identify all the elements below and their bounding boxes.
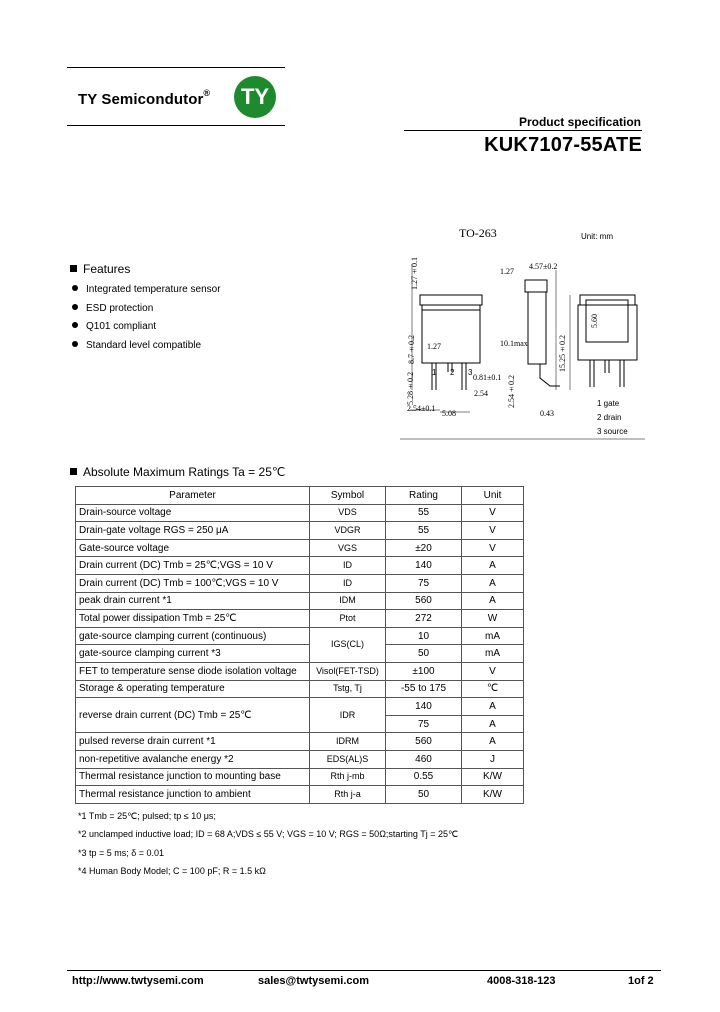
table-row — [76, 504, 524, 522]
symbol-cell: Rth j-a — [310, 786, 386, 804]
list-item: ESD protection — [72, 302, 221, 321]
unit-cell: J — [462, 750, 524, 768]
brand-name: TY Semicondutor® — [78, 88, 211, 108]
section-bullet-icon — [70, 265, 77, 272]
pin-number: 1 — [432, 368, 437, 377]
pin-legend — [597, 397, 628, 439]
front-body — [422, 305, 480, 363]
table-row — [76, 574, 524, 592]
column-header: Symbol — [310, 487, 386, 505]
param-cell: Total power dissipation Tmb = 25℃ — [76, 610, 310, 628]
package-name: TO-263 — [459, 226, 497, 240]
param-cell: Drain current (DC) Tmb = 25℃;VGS = 10 V — [76, 557, 310, 575]
dim-label: 0.43 — [540, 409, 554, 418]
unit-cell: V — [462, 522, 524, 540]
ty-logo: TY — [234, 76, 276, 118]
symbol-cell: IDM — [310, 592, 386, 610]
footer-website-link[interactable]: http://www.twtysemi.com — [72, 975, 204, 987]
table-row — [76, 522, 524, 540]
ratings-table — [75, 486, 524, 804]
features-list — [72, 283, 221, 357]
rating-cell: 75 — [386, 574, 462, 592]
footer-rule — [67, 970, 661, 971]
dim-label: 4.57±0.2 — [529, 262, 558, 271]
dim-label: 10.1max — [500, 339, 528, 348]
dim-label: 5.60 — [590, 314, 599, 328]
footnote: *3 tp = 5 ms; δ = 0.01 — [78, 847, 165, 858]
bullet-icon — [72, 304, 78, 310]
list-item: Integrated temperature sensor — [72, 283, 221, 302]
dim-label: 15.25±0.2 — [558, 335, 567, 372]
rating-cell: 50 — [386, 645, 462, 663]
footer-email-link[interactable]: sales@twtysemi.com — [258, 975, 369, 987]
param-cell: reverse drain current (DC) Tmb = 25℃ — [76, 698, 310, 733]
doc-type: Product specification — [518, 115, 641, 129]
table-row — [76, 680, 524, 698]
rating-cell: 560 — [386, 592, 462, 610]
rating-cell: ±20 — [386, 539, 462, 557]
pin-number: 3 — [468, 368, 473, 377]
symbol-cell: Tstg, Tj — [310, 680, 386, 698]
symbol-cell: VDGR — [310, 522, 386, 540]
table-row — [76, 786, 524, 804]
unit-cell: mA — [462, 627, 524, 645]
footer-phone: 4008-318-123 — [487, 975, 556, 987]
features-heading: Features — [70, 262, 130, 276]
table-row — [76, 610, 524, 628]
param-cell: Drain-source voltage — [76, 504, 310, 522]
section-bullet-icon — [70, 468, 77, 475]
unit-cell: A — [462, 592, 524, 610]
rating-cell: 460 — [386, 750, 462, 768]
unit-cell: K/W — [462, 786, 524, 804]
dim-label: 5.08 — [442, 409, 456, 418]
unit-cell: A — [462, 574, 524, 592]
table-row — [76, 733, 524, 751]
bullet-icon — [72, 285, 78, 291]
param-cell: gate-source clamping current *3 — [76, 645, 310, 663]
symbol-cell: VDS — [310, 504, 386, 522]
param-cell: Thermal resistance junction to mounting base — [76, 768, 310, 786]
table-row — [76, 698, 524, 716]
symbol-cell: ID — [310, 557, 386, 575]
param-cell: peak drain current *1 — [76, 592, 310, 610]
rating-cell: 0.55 — [386, 768, 462, 786]
symbol-cell: IDRM — [310, 733, 386, 751]
header-top-rule — [67, 67, 285, 68]
dim-label: 2.54 — [474, 389, 488, 398]
column-header: Parameter — [76, 487, 310, 505]
unit-cell: V — [462, 662, 524, 680]
unit-cell: A — [462, 557, 524, 575]
param-cell: Drain current (DC) Tmb = 100℃;VGS = 10 V — [76, 574, 310, 592]
dim-label: 8.7±0.2 — [407, 335, 416, 364]
symbol-cell: IDR — [310, 698, 386, 733]
dim-label: 1.27 — [500, 267, 514, 276]
rating-cell: 75 — [386, 715, 462, 733]
footnote: *2 unclamped inductive load; ID = 68 A;VDS ≤ 55 V; VGS = 10 V; RGS = 50Ω;starting Tj = 25℃ — [78, 829, 459, 840]
pin-legend-item: 2 drain — [597, 413, 622, 422]
ratings-heading: Absolute Maximum Ratings Ta = 25℃ — [70, 465, 285, 479]
package-unit: Unit: mm — [581, 232, 613, 241]
symbol-cell: EDS(AL)S — [310, 750, 386, 768]
header-bottom-rule — [67, 125, 285, 126]
unit-cell: V — [462, 504, 524, 522]
column-header: Rating — [386, 487, 462, 505]
rating-cell: 10 — [386, 627, 462, 645]
table-row — [76, 662, 524, 680]
rating-cell: 140 — [386, 557, 462, 575]
rating-cell: ±100 — [386, 662, 462, 680]
unit-cell: W — [462, 610, 524, 628]
param-cell: gate-source clamping current (continuous) — [76, 627, 310, 645]
bullet-icon — [72, 322, 78, 328]
param-cell: Thermal resistance junction to ambient — [76, 786, 310, 804]
table-header-row — [76, 487, 524, 505]
symbol-cell: Visol(FET-TSD) — [310, 662, 386, 680]
param-cell: Gate-source voltage — [76, 539, 310, 557]
rating-cell: 560 — [386, 733, 462, 751]
rating-cell: 140 — [386, 698, 462, 716]
bullet-icon — [72, 341, 78, 347]
rating-cell: 55 — [386, 522, 462, 540]
rating-cell: 272 — [386, 610, 462, 628]
table-row — [76, 768, 524, 786]
table-row — [76, 627, 524, 645]
symbol-cell: ID — [310, 574, 386, 592]
footnote: *4 Human Body Model; C = 100 pF; R = 1.5 kΩ — [78, 865, 266, 876]
pin-number: 2 — [450, 368, 455, 377]
part-number: KUK7107-55ATE — [484, 134, 642, 156]
symbol-cell: Rth j-mb — [310, 768, 386, 786]
dim-label: 2.54±0.1 — [407, 404, 436, 413]
table-row — [76, 557, 524, 575]
list-item: Standard level compatible — [72, 339, 221, 358]
param-cell: Storage & operating temperature — [76, 680, 310, 698]
front-tab — [420, 295, 482, 305]
param-cell: Drain-gate voltage RGS = 250 μA — [76, 522, 310, 540]
footnotes — [78, 811, 458, 884]
symbol-cell: Ptot — [310, 610, 386, 628]
spec-rule — [404, 130, 642, 131]
unit-cell: ℃ — [462, 680, 524, 698]
table-row — [76, 592, 524, 610]
unit-cell: A — [462, 733, 524, 751]
dim-label: 2.54±0.2 — [507, 375, 516, 408]
column-header: Unit — [462, 487, 524, 505]
param-cell: non-repetitive avalanche energy *2 — [76, 750, 310, 768]
rating-cell: 50 — [386, 786, 462, 804]
unit-cell: mA — [462, 645, 524, 663]
footnote: *1 Tmb = 25℃; pulsed; tp ≤ 10 μs; — [78, 811, 216, 821]
unit-cell: A — [462, 715, 524, 733]
dim-label: 0.81±0.1 — [473, 373, 502, 382]
unit-cell: A — [462, 698, 524, 716]
table-row — [76, 645, 524, 663]
param-cell: pulsed reverse drain current *1 — [76, 733, 310, 751]
dim-label: 5.28±0.2 — [406, 372, 415, 405]
table-row — [76, 539, 524, 557]
dim-label: 1.27±0.1 — [410, 257, 419, 290]
unit-cell: V — [462, 539, 524, 557]
table-row — [76, 750, 524, 768]
unit-cell: K/W — [462, 768, 524, 786]
pin-legend-item: 3 source — [597, 427, 628, 436]
page-number: 1of 2 — [628, 975, 654, 987]
param-cell: FET to temperature sense diode isolation voltage — [76, 662, 310, 680]
rating-cell: -55 to 175 — [386, 680, 462, 698]
rating-cell: 55 — [386, 504, 462, 522]
symbol-cell: IGS(CL) — [310, 627, 386, 662]
dim-label: 1.27 — [427, 342, 441, 351]
pin-legend-item: 1 gate — [597, 399, 620, 408]
symbol-cell: VGS — [310, 539, 386, 557]
list-item: Q101 compliant — [72, 320, 221, 339]
